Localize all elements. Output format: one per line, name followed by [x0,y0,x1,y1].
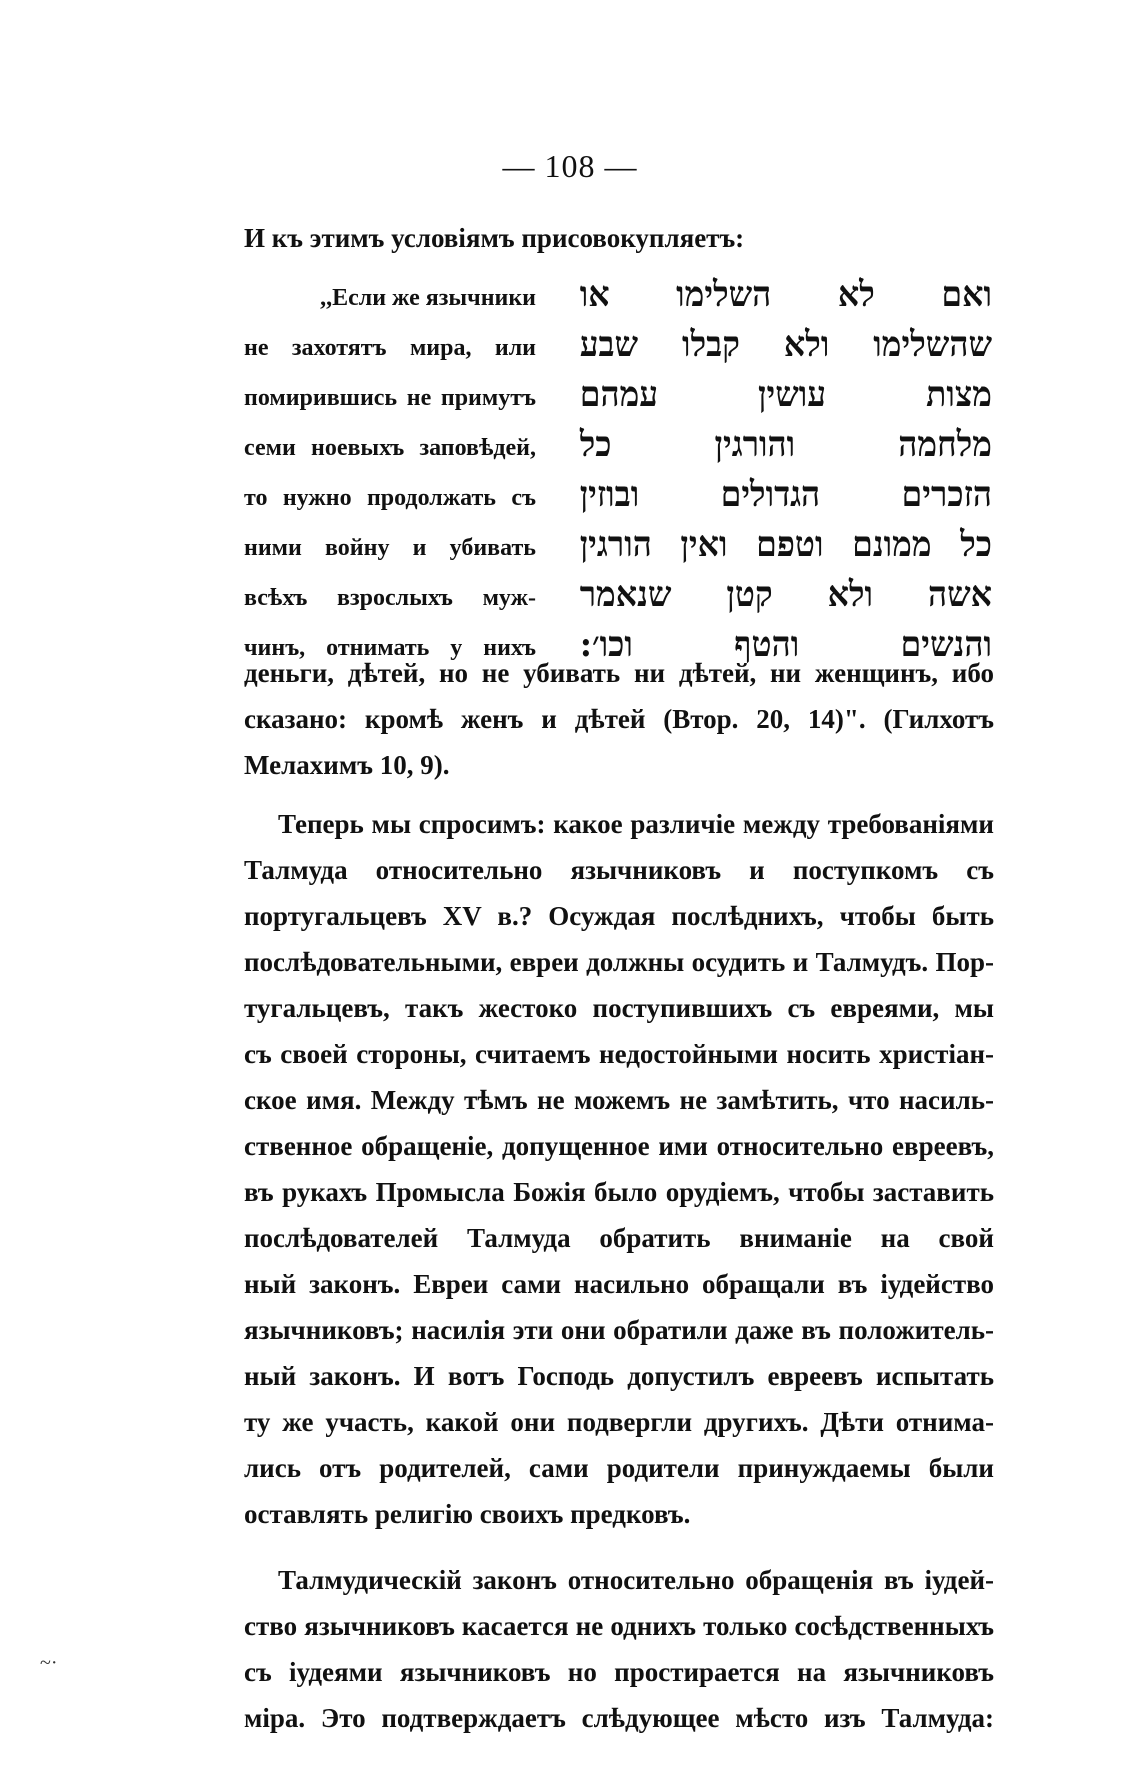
paragraph-line: тугальцевъ, такъ жестоко поступившихъ съ евреями, мы [244,993,994,1023]
paragraph-line: въ рукахъ Промысла Божія было орудіемъ, чтобы заставить [244,1177,994,1207]
paragraph-line: Талмуда относительно язычниковъ и поступкомъ съ [244,855,994,885]
quote-continuation-line: деньги, дѣтей, но не убивать ни дѣтей, ни женщинъ, ибо [244,658,994,688]
paragraph-line: послѣдователей Талмуда обратить вниманіе на свой [244,1223,994,1253]
paragraph-line: ственное обращеніе, допущенное ими относительно евреевъ, [244,1131,994,1161]
paragraph-line: ный законъ. И вотъ Господь допустилъ евреевъ испытать [244,1361,994,1391]
paragraph-line: ту же участь, какой они подвергли другихъ. Дѣти отнима- [244,1407,994,1437]
paragraph-line: ство язычниковъ касается не однихъ только сосѣдственныхъ [244,1611,994,1641]
quote-hebrew-line: כל ממונם וטפם ואין הורגין [579,524,992,565]
quote-russian-line: семи ноевыхъ заповѣдей, [244,435,536,461]
paragraph-line: съ іудеями язычниковъ но простирается на язычниковъ [244,1657,994,1687]
paragraph-line: Теперь мы спросимъ: какое различіе между требованіями [278,809,994,839]
margin-mark: ~· [40,1652,58,1674]
paragraph-line: ское имя. Между тѣмъ не можемъ не замѣтить, что насиль- [244,1085,994,1115]
page-number: — 108 — [502,148,638,184]
paragraph-line: язычниковъ; насилія эти они обратили даже въ положитель- [244,1315,994,1345]
quote-continuation-line: сказано: кромѣ женъ и дѣтей (Втор. 20, 14)". (Гилхотъ [244,704,994,734]
intro-line: И къ этимъ условіямъ присовокупляетъ: [244,223,745,253]
quote-hebrew-line: מצות עושין עמהם [579,374,992,415]
quote-hebrew-line: שהשלימו ולא קבלו שבע [579,324,992,365]
paragraph-line: Талмудическій законъ относительно обращенія въ іудей- [278,1565,994,1595]
quote-hebrew-line: הזכרים הגדולים ובוזין [579,474,992,515]
quote-hebrew-column [558,270,992,670]
quote-russian-column [244,273,536,673]
quote-russian-line: помирившись не примутъ [244,385,536,411]
quote-russian-line: ними войну и убивать [244,535,536,561]
paragraph-line: ный законъ. Евреи сами насильно обращали въ іудейство [244,1269,994,1299]
paragraph-line: оставлять религію своихъ предковъ. [244,1499,691,1529]
paragraph-line: лись отъ родителей, сами родители принуждаемы были [244,1453,994,1483]
quote-hebrew-line: אשה ולא קטן שנאמר [579,574,992,615]
quote-hebrew-line: ואם לא השלימו או [579,274,992,315]
quote-continuation-line: Мелахимъ 10, 9). [244,750,450,780]
quote-hebrew-line: מלחמה והורגין כל [579,424,992,465]
quote-russian-line: не захотятъ мира, или [244,335,536,361]
paragraph-line: съ своей стороны, считаемъ недостойными носить христіан- [244,1039,994,1069]
quote-russian-line: то нужно продолжать съ [244,485,536,511]
quote-hebrew-line: והנשים והטף וכו׳: [579,624,992,665]
quote-russian-line: всѣхъ взрослыхъ муж- [244,585,536,611]
paragraph-line: португальцевъ XV в.? Осуждая послѣднихъ, чтобы быть [244,901,994,931]
paragraph-line: послѣдовательными, евреи должны осудить и Талмудъ. Пор- [244,947,994,977]
quote-russian-line: чинъ, отнимать у нихъ [244,635,536,661]
paragraph-line: міра. Это подтверждаетъ слѣдующее мѣсто изъ Талмуда: [244,1703,994,1733]
quote-russian-line: ,,Если же язычники [320,285,536,311]
